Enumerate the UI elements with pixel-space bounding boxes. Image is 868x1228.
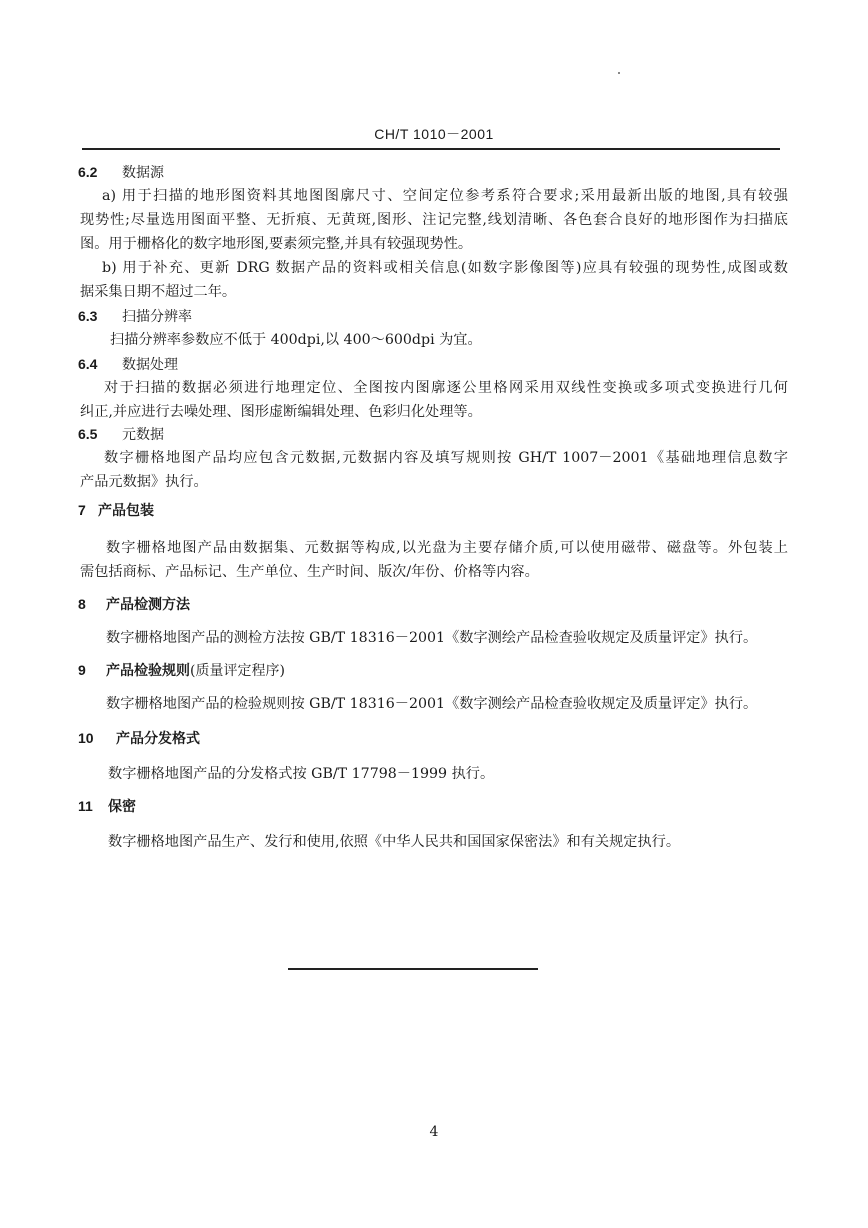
paragraph-line: 需包括商标、产品标记、生产单位、生产时间、版次/年份、价格等内容。 [80, 564, 539, 580]
paragraph-line: 产品元数据》执行。 [80, 474, 208, 490]
section-9-heading [78, 660, 285, 681]
section-number: 10 [78, 730, 94, 746]
section-title: 产品检测方法 [106, 597, 190, 613]
page-number: 4 [429, 1124, 439, 1140]
section-7-heading [78, 500, 154, 521]
section-title: 扫描分辨率 [122, 309, 192, 325]
section-number: 6.2 [78, 164, 98, 180]
section-number: 6.5 [78, 426, 98, 442]
standard-code-header: CH/T 1010－2001 [374, 126, 494, 142]
scan-speck [618, 72, 620, 74]
paragraph-line: 数字栅格地图产品的检验规则按 GB/T 18316－2001《数字测绘产品检查验收规定及质量评定》执行。 [106, 696, 758, 712]
paragraph-line: 对于扫描的数据必须进行地理定位、全图按内图廓逐公里格网采用双线性变换或多项式变换进行几何 [104, 380, 788, 396]
section-6-3-heading [78, 306, 192, 327]
section-subtitle: (质量评定程序) [190, 663, 285, 679]
section-6-4-heading [78, 354, 178, 375]
section-number: 11 [78, 798, 93, 814]
paragraph-line: 据采集日期不超过二年。 [80, 284, 237, 300]
paragraph-line: 扫描分辨率参数应不低于 400dpi,以 400～600dpi 为宜。 [110, 332, 482, 348]
section-10-heading [78, 728, 200, 749]
section-number: 8 [78, 596, 86, 612]
section-8-heading [78, 594, 190, 615]
section-title: 数据处理 [122, 357, 178, 373]
section-title: 保密 [108, 799, 136, 815]
section-number: 6.3 [78, 308, 98, 324]
section-number: 9 [78, 662, 86, 678]
header-rule [82, 148, 780, 150]
end-of-standard-rule [288, 968, 538, 970]
section-6-2-heading [78, 162, 164, 183]
section-title: 元数据 [122, 427, 164, 443]
section-number: 7 [78, 502, 86, 518]
section-number: 6.4 [78, 356, 98, 372]
paragraph-line: 现势性;尽量选用图面平整、无折痕、无黄斑,图形、注记完整,线划清晰、各色套合良好的地形图作为扫描底 [80, 212, 788, 228]
paragraph-line: 图。用于栅格化的数字地形图,要素须完整,并具有较强现势性。 [80, 236, 473, 252]
section-title: 产品检验规则 [106, 663, 190, 679]
paragraph-line: b) 用于补充、更新 DRG 数据产品的资料或相关信息(如数字影像图等)应具有较强的现势性,成图或数 [102, 260, 788, 276]
section-6-5-heading [78, 424, 164, 445]
paragraph-line: 数字栅格地图产品由数据集、元数据等构成,以光盘为主要存储介质,可以使用磁带、磁盘等。外包装上 [106, 540, 788, 556]
section-11-heading [78, 796, 136, 817]
paragraph-line: 数字栅格地图产品生产、发行和使用,依照《中华人民共和国国家保密法》和有关规定执行。 [108, 834, 681, 850]
section-title: 产品分发格式 [116, 731, 200, 747]
paragraph-line: 数字栅格地图产品的分发格式按 GB/T 17798－1999 执行。 [108, 766, 495, 782]
paragraph-line: 数字栅格地图产品的测检方法按 GB/T 18316－2001《数字测绘产品检查验收规定及质量评定》执行。 [106, 630, 758, 646]
paragraph-line: 数字栅格地图产品均应包含元数据,元数据内容及填写规则按 GH/T 1007－2001《基础地理信息数字 [104, 450, 788, 466]
paragraph-line: 纠正,并应进行去噪处理、图形虚断编辑处理、色彩归化处理等。 [80, 404, 482, 420]
paragraph-line: a) 用于扫描的地形图资料其地图图廓尺寸、空间定位参考系符合要求;采用最新出版的地图,具有较强 [102, 188, 788, 204]
section-title: 产品包装 [98, 503, 154, 519]
section-title: 数据源 [122, 165, 164, 181]
